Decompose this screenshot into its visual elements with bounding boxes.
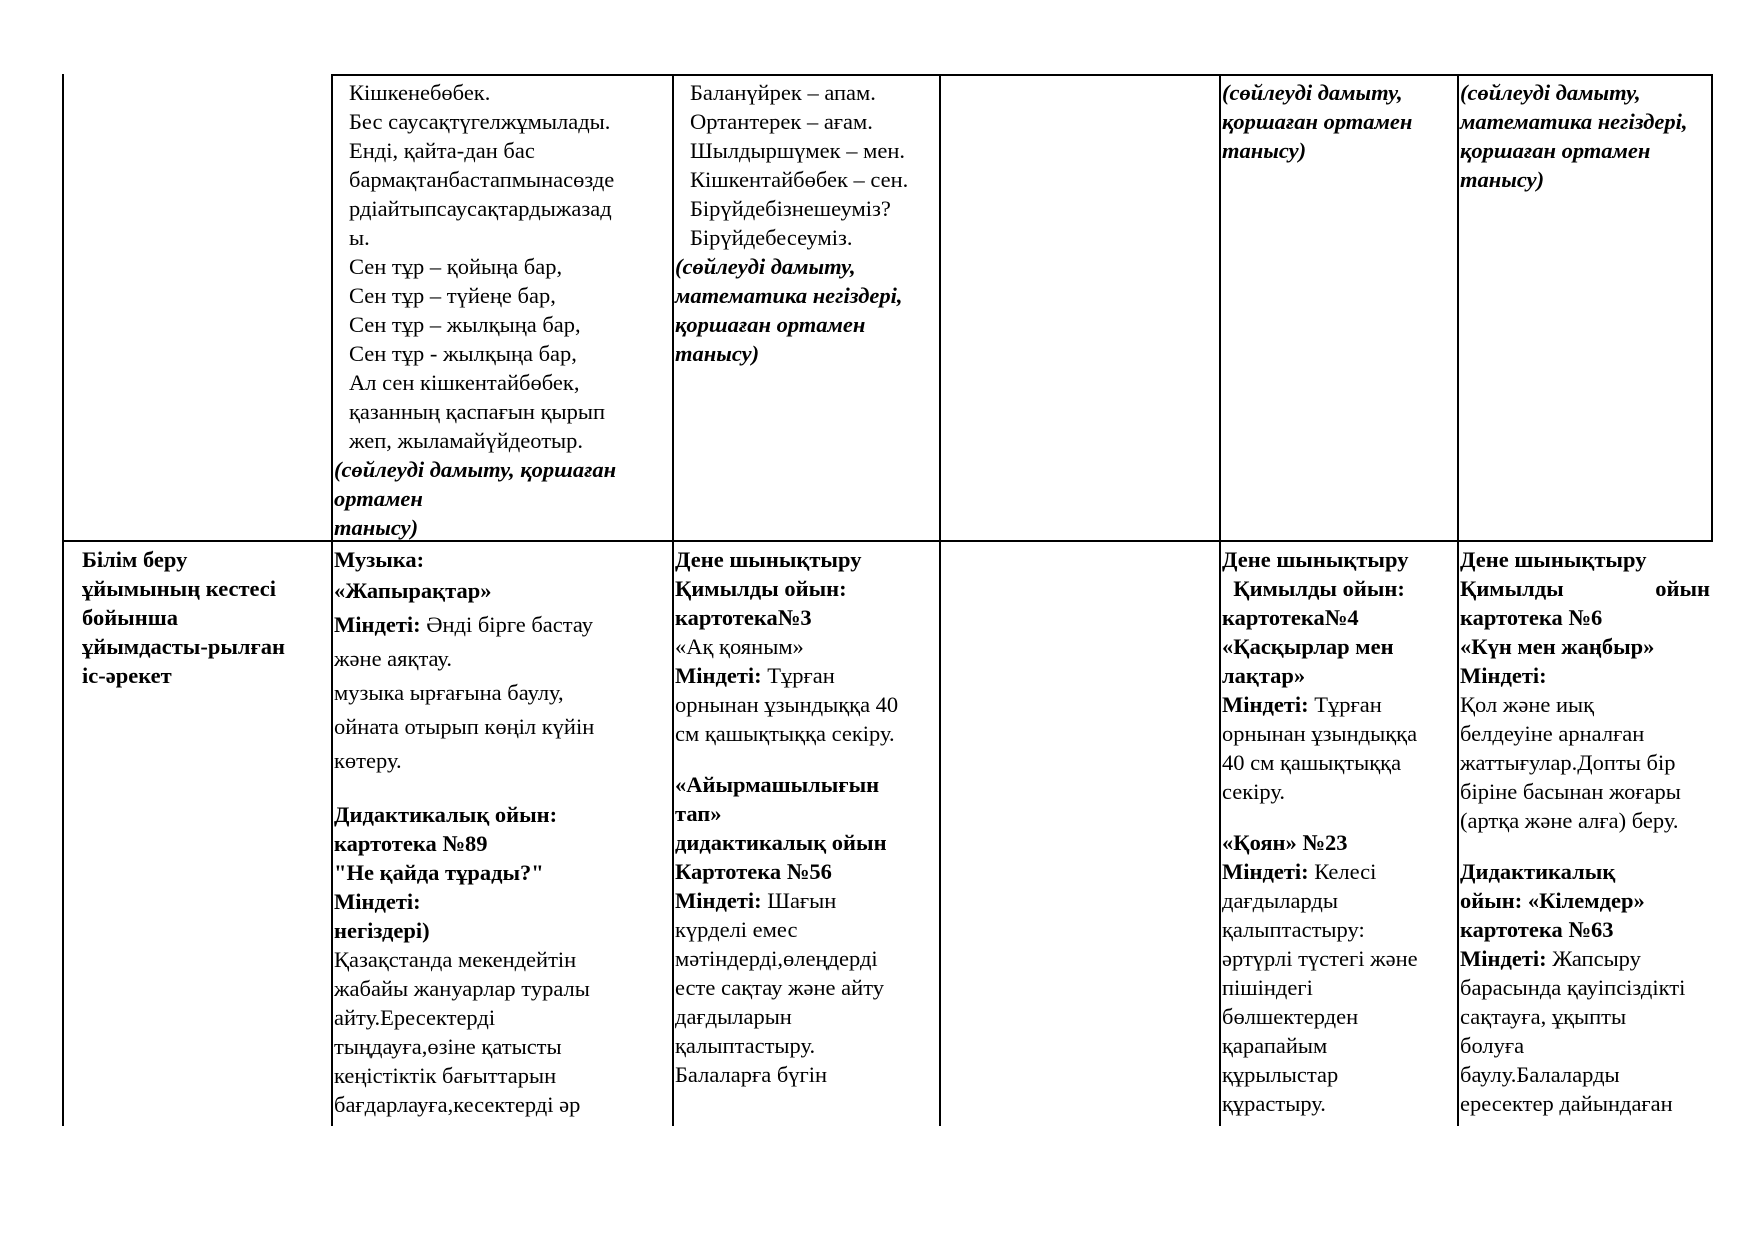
game-title: «Қоян» №23 (1222, 830, 1348, 855)
body-line: ересектер дайындаған (1460, 1091, 1673, 1116)
body-line: құрылыстар (1222, 1062, 1339, 1087)
subject-note: (сөйлеуді дамыту, қоршаған (334, 457, 617, 482)
column-divider-2 (672, 74, 674, 1126)
task-line (1222, 690, 1456, 719)
rhyme-line: Бес саусақтүгелжұмылады. (349, 109, 611, 134)
pe-block (1222, 545, 1456, 690)
task-text: Тұрған (761, 663, 835, 688)
pe-line: картотека№4 (1222, 605, 1359, 630)
spacer (334, 778, 670, 800)
rhyme-line: қазанның қаспағын қырып (349, 399, 606, 424)
rhyme-line: Сен тұр - жылқыңа бар, (349, 341, 577, 366)
body-block (675, 886, 937, 1089)
task-line: секіру. (1222, 779, 1286, 804)
subject-note: танысу) (1222, 138, 1307, 163)
bottom-row-col4-cell (1222, 545, 1456, 1118)
row-header-line: Білім беру (82, 547, 188, 572)
didactic-line: картотека №89 (334, 831, 488, 856)
music-block (334, 545, 670, 778)
rhyme-line: Баланүйрек – апам. (690, 80, 876, 105)
body-line: әртүрлі түстегі және (1222, 946, 1418, 971)
subject-note: қоршаған ортамен (1222, 109, 1413, 134)
body-line: қарапайым (1222, 1033, 1328, 1058)
pe-line: картотека №6 (1460, 605, 1603, 630)
bottom-row-col5-cell (1460, 545, 1710, 1118)
subject-note: қоршаған ортамен (1460, 138, 1651, 163)
top-row-col2-cell (675, 78, 937, 368)
body-line: сақтауға, ұқыпты (1460, 1004, 1627, 1029)
task-line: көтеру. (334, 748, 402, 773)
subject-note: математика негіздері, (675, 283, 903, 308)
pe-block (675, 545, 937, 632)
didactic-line: дидактикалық ойын (675, 830, 887, 855)
task-label: Міндеті: (334, 612, 421, 637)
task-line (675, 661, 937, 690)
task-label: Міндеті: (675, 888, 762, 913)
didactic-line: "Не қайда тұрады?" (334, 860, 544, 885)
rhyme-line: Ортантерек – ағам. (690, 109, 873, 134)
body-block (334, 945, 670, 1119)
task-text: Әнді бірге бастау (420, 612, 593, 637)
row-header-line: бойынша (82, 605, 178, 630)
rhyme-line: жеп, жыламайүйдеотыр. (349, 428, 584, 453)
rhyme-line: Шылдыршүмек – мен. (690, 138, 905, 163)
task-block (1460, 690, 1710, 835)
rhyme-line: Бірүйдебесеуміз. (690, 225, 853, 250)
body-line: баулу.Балаларды (1460, 1062, 1620, 1087)
rhyme-line: Ал сен кішкентайбөбек, (349, 370, 580, 395)
body-block (1460, 944, 1710, 1118)
task-line: (артқа және алға) беру. (1460, 808, 1679, 833)
task-line (675, 886, 937, 915)
game-name: «Ақ қояным» (675, 634, 804, 659)
bottom-row-col2-cell (675, 545, 937, 1089)
subject-note: математика негіздері, (1460, 109, 1688, 134)
task-text: Шағын (761, 888, 837, 913)
pe-line (1460, 574, 1710, 603)
column-divider-1 (331, 74, 333, 1126)
rhyme-line: Сен тұр – түйеңе бар, (349, 283, 556, 308)
top-row-col5-cell (1460, 78, 1710, 194)
column-divider-3 (939, 74, 941, 1126)
body-line: құрастыру. (1222, 1091, 1326, 1116)
pe-word: ойын (1655, 576, 1710, 601)
subject-note: (сөйлеуді дамыту, (1222, 80, 1403, 105)
body-line: кеңістіктік бағыттарын (334, 1063, 557, 1088)
subject-note: танысу) (675, 341, 760, 366)
subject-note: (сөйлеуді дамыту, (675, 254, 856, 279)
task-line: ойната отырып көңіл күйін (334, 714, 595, 739)
body-line: тыңдауға,өзіне қатысты (334, 1034, 562, 1059)
didactic-line: Дидактикалық ойын: (334, 802, 558, 827)
task-line: Қол және иық (1460, 692, 1595, 717)
pe-line: картотека№3 (675, 605, 812, 630)
body-line: пішіндегі (1222, 975, 1313, 1000)
rhyme-line: Бірүйдебізнешеуміз? (690, 196, 891, 221)
rhyme-line: бармақтанбастапмынасөзде (349, 167, 615, 192)
pe-line: Қимылды ойын: (1222, 576, 1405, 601)
body-line: дағдыларды (1222, 888, 1338, 913)
didactic-line: «Айырмашылығын (675, 772, 880, 797)
pe-line: «Күн мен жаңбыр» (1460, 634, 1655, 659)
task-line: орнынан ұзындыққа 40 (675, 692, 899, 717)
row-header-line: іс-әрекет (82, 663, 172, 688)
song-title: «Жапырақтар» (334, 578, 492, 603)
task-line: және аяқтау. (334, 646, 453, 671)
subject-note: (сөйлеуді дамыту, (1460, 80, 1641, 105)
task-text: Жапсыру (1546, 946, 1641, 971)
column-divider-5 (1457, 74, 1459, 1126)
table-border-left (62, 74, 64, 1126)
top-row-col4-cell (1222, 78, 1456, 165)
pe-line: Дене шынықтыру (1222, 547, 1409, 572)
task-line: жаттығулар.Допты бір (1460, 750, 1676, 775)
task-line: белдеуіне арналған (1460, 721, 1645, 746)
rhyme-line: Сен тұр – жылқыңа бар, (349, 312, 581, 337)
task-label: Міндеті: (1460, 946, 1547, 971)
task-label: Міндеті: (1222, 859, 1309, 884)
task-line (1222, 857, 1456, 886)
rhyme-line: Енді, қайта-дан бас (349, 138, 535, 163)
pe-line: Міндеті: (1460, 663, 1547, 688)
didactic-line: Дидактикалық (1460, 859, 1616, 884)
didactic-line: Міндеті: (334, 889, 421, 914)
body-line: бағдарлауға,кесектерді әр (334, 1092, 581, 1117)
rhyme-line: Сен тұр – қойыңа бар, (349, 254, 563, 279)
task-line (1460, 944, 1710, 973)
body-line: есте сақтау және айту (675, 975, 884, 1000)
body-line: болуға (1460, 1033, 1525, 1058)
rhyme-line: Кішкентайбөбек – сен. (690, 167, 909, 192)
task-line: музыка ырғағына баулу, (334, 680, 564, 705)
spacer (1460, 835, 1710, 857)
subject-note: қоршаған ортамен (675, 312, 866, 337)
task-block (675, 632, 937, 748)
spacer (1222, 806, 1456, 828)
subject-note: танысу) (334, 515, 419, 540)
didactic-block (334, 800, 670, 945)
didactic-block (1460, 857, 1710, 944)
body-line: айту.Ересектерді (334, 1005, 496, 1030)
body-line: күрделі емес (675, 917, 798, 942)
body-line: Балаларға бүгін (675, 1062, 828, 1087)
row-divider (62, 540, 1713, 542)
didactic-line: тап» (675, 801, 722, 826)
task-line: см қашықтыққа секіру. (675, 721, 895, 746)
row-header-cell (82, 545, 328, 690)
body-line: барасында қауіпсіздікті (1460, 975, 1686, 1000)
body-line: дағдыларын (675, 1004, 792, 1029)
task-line: 40 см қашықтыққа (1222, 750, 1402, 775)
table-border-top (331, 74, 1713, 76)
rhyme-line: Кішкенебөбек. (349, 80, 491, 105)
pe-line: Дене шынықтыру (675, 547, 862, 572)
task-label: Міндеті: (675, 663, 762, 688)
body-line: Қазақстанда мекендейтін (334, 947, 577, 972)
pe-block (1460, 545, 1710, 690)
subject-note: ортамен (334, 486, 423, 511)
rhyme-line: ы. (349, 225, 370, 250)
pe-word: Қимылды (1460, 576, 1564, 601)
top-row-col1-cell (334, 78, 670, 542)
didactic-line: ойын: «Кілемдер» (1460, 888, 1645, 913)
rhyme-line: рдіайтыпсаусақтардыжазад (349, 196, 612, 221)
table-border-right (1711, 74, 1713, 542)
task-label: Міндеті: (1222, 692, 1309, 717)
task-text: Келесі (1308, 859, 1377, 884)
task-block (1222, 690, 1456, 806)
didactic-line: негіздері) (334, 918, 430, 943)
bottom-row-col1-cell (334, 545, 670, 1119)
pe-line: «Қасқырлар мен (1222, 634, 1394, 659)
music-title: Музыка: (334, 547, 425, 572)
body-line: жабайы жануарлар туралы (334, 976, 590, 1001)
pe-line: Дене шынықтыру (1460, 547, 1647, 572)
task-line: біріне басынан жоғары (1460, 779, 1681, 804)
row-header-line: ұйымдасты-рылған (82, 634, 285, 659)
column-divider-4 (1219, 74, 1221, 1126)
body-line: қалыптастыру. (675, 1033, 816, 1058)
didactic-line: Картотека №56 (675, 859, 832, 884)
body-block (1222, 828, 1456, 1118)
pe-line: Қимылды ойын: (675, 576, 847, 601)
task-text: Тұрған (1308, 692, 1382, 717)
pe-line: лақтар» (1222, 663, 1306, 688)
row-header-line: ұйымының кестесі (82, 576, 276, 601)
didactic-line: картотека №63 (1460, 917, 1614, 942)
body-line: мәтіндерді,өлеңдерді (675, 946, 878, 971)
subject-note: танысу) (1460, 167, 1545, 192)
task-line (334, 608, 670, 642)
didactic-block (675, 770, 937, 886)
task-line: орнынан ұзындыққа (1222, 721, 1418, 746)
body-line: бөлшектерден (1222, 1004, 1359, 1029)
spacer (675, 748, 937, 770)
body-line: қалыптастыру: (1222, 917, 1365, 942)
